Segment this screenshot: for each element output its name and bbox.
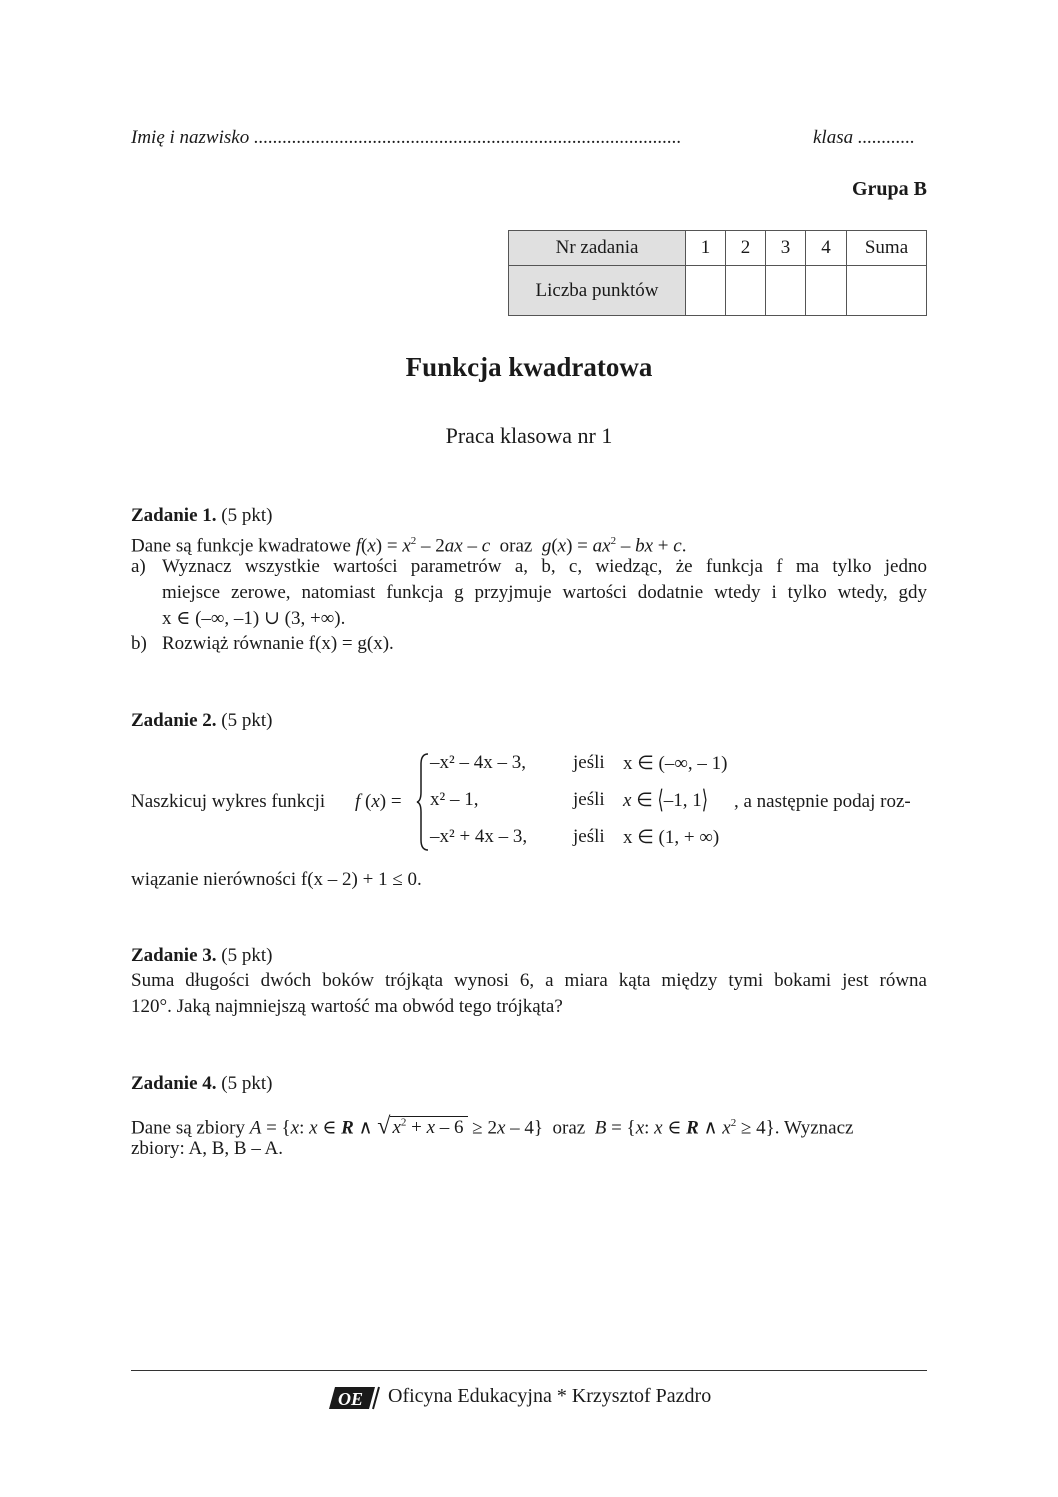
task-1a-line-1: Wyznacz wszystkie wartości parametrów a, b, c, wiedząc, że funkcja f ma tylko jedno	[162, 556, 927, 577]
score-table-points-row	[509, 266, 927, 316]
piecewise-row-1-expression: –x² – 4x – 3,	[430, 752, 526, 773]
piecewise-row-2-if: jeśli	[573, 789, 605, 810]
piecewise-row-2-domain: x ∈ ⟨–1, 1⟩	[623, 787, 708, 815]
task-3-line-2: 120°. Jaką najmniejszą wartość ma obwód tego trójkąta?	[131, 996, 563, 1017]
score-table-header: Nr zadania	[509, 231, 686, 266]
score-table-header: 3	[766, 231, 806, 266]
task-1a-line-2: miejsce zerowe, natomiast funkcja g przyjmuje wartości dodatnie wtedy i tylko wtedy, gdy	[162, 582, 927, 603]
task-1a-line-3: x ∈ (–∞, –1) ∪ (3, +∞).	[162, 608, 346, 629]
task-1-heading: Zadanie 1. (5 pkt)	[131, 505, 273, 526]
publisher-name: Oficyna Edukacyjna * Krzysztof Pazdro	[388, 1385, 712, 1407]
piecewise-row-1-if: jeśli	[573, 752, 605, 773]
score-table-header-row	[509, 231, 927, 266]
task-4-heading: Zadanie 4. (5 pkt)	[131, 1073, 273, 1094]
task-2-function-name: f (x) =	[355, 791, 402, 812]
task-1a-marker: a)	[131, 556, 146, 577]
task-2-heading: Zadanie 2. (5 pkt)	[131, 710, 273, 731]
class-field-label: klasa ............	[813, 127, 915, 148]
score-table-header: Suma	[847, 231, 927, 266]
score-cell	[686, 266, 726, 316]
task-2-lead: Naszkicuj wykres funkcji	[131, 791, 326, 812]
footer-divider	[131, 1370, 927, 1371]
task-4-line-1: Dane są zbiory A = {x: x ∈ R ∧ √ $x^2 + x - 6 \ge 2x - 4$} oraz B = {x: x ∈ R ∧ $x^2 \ge 4$}. Wyznacz	[131, 1113, 854, 1140]
task-2-tail: , a następnie podaj roz-	[734, 791, 911, 812]
task-3-heading: Zadanie 3. (5 pkt)	[131, 945, 273, 966]
score-cell	[766, 266, 806, 316]
piecewise-row-2-expression: x² – 1,	[430, 789, 479, 810]
score-table-row-label: Liczba punktów	[509, 266, 686, 316]
task-1b-marker: b)	[131, 633, 147, 654]
task-2-continuation: wiązanie nierówności f(x – 2) + 1 ≤ 0.	[131, 869, 422, 890]
piecewise-row-1-domain: x ∈ (–∞, – 1)	[623, 753, 728, 774]
task-3-line-1: Suma długości dwóch boków trójkąta wynosi 6, a miara kąta między tymi bokami jest równa	[131, 970, 927, 991]
score-cell	[726, 266, 766, 316]
page-title: Funkcja kwadratowa	[405, 352, 653, 382]
score-table-header: 4	[806, 231, 847, 266]
score-cell	[847, 266, 927, 316]
task-1b-line: Rozwiąż równanie f(x) = g(x).	[162, 633, 394, 654]
task-1-intro: Dane są funkcje kwadratowe $f(x) = x^2 - 2ax - c$ oraz $g(x) = ax^2$ – bx + c.	[131, 535, 687, 557]
score-table-header: 2	[726, 231, 766, 266]
name-field-label: Imię i nazwisko ..........................................................................................	[131, 127, 682, 148]
piecewise-row-3-domain: x ∈ (1, + ∞)	[623, 827, 720, 848]
task-4-line-2: zbiory: A, B, B – A.	[131, 1138, 284, 1159]
group-label: Grupa B	[851, 178, 927, 200]
page-subtitle: Praca klasowa nr 1	[445, 423, 613, 448]
score-cell	[806, 266, 847, 316]
score-table-header: 1	[686, 231, 726, 266]
piecewise-brace	[416, 752, 430, 852]
piecewise-row-3-if: jeśli	[573, 826, 605, 847]
publisher-logo	[325, 1385, 381, 1411]
score-table	[508, 230, 927, 316]
piecewise-row-3-expression: –x² + 4x – 3,	[430, 826, 528, 847]
svg-text:OE: OE	[338, 1389, 364, 1409]
